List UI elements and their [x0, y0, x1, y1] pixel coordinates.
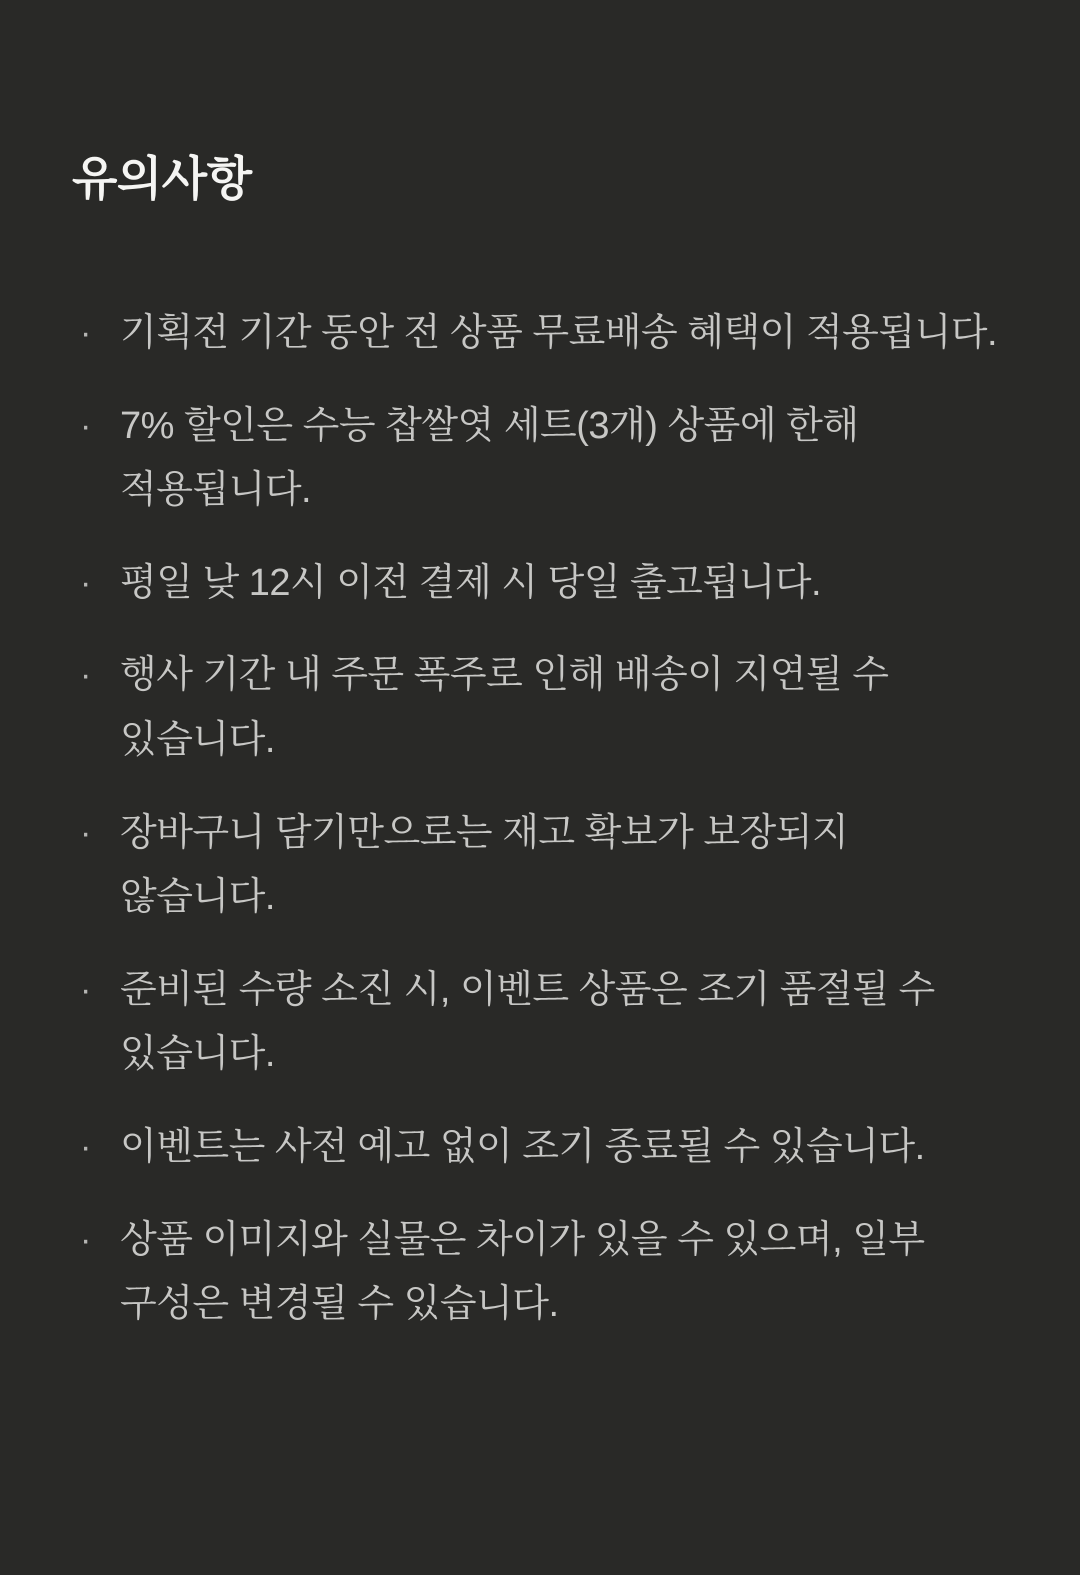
list-item: [72, 1208, 1008, 1337]
list-item: [72, 551, 1008, 616]
list-item: [72, 394, 1008, 523]
bullet-icon: ·: [80, 656, 91, 695]
notice-text: 7% 할인은 수능 찹쌀엿 세트(3개) 상품에 한해 적용됩니다.: [120, 404, 859, 512]
notice-text: 준비된 수량 소진 시, 이벤트 상품은 조기 품절될 수 있습니다.: [120, 968, 935, 1076]
page-title: 유의사항: [72, 152, 252, 205]
bullet-icon: ·: [80, 406, 91, 445]
notice-list: [72, 301, 1008, 1337]
list-item: [72, 801, 1008, 930]
bullet-icon: ·: [80, 314, 91, 353]
notice-text: 평일 낮 12시 이전 결제 시 당일 출고됩니다.: [120, 561, 822, 604]
list-item: [72, 301, 1008, 366]
list-item: [72, 643, 1008, 772]
bullet-icon: ·: [80, 1220, 91, 1259]
notice-text: 상품 이미지와 실물은 차이가 있을 수 있으며, 일부 구성은 변경될 수 있습니다.: [120, 1218, 925, 1326]
list-item: [72, 1115, 1008, 1180]
list-item: [72, 958, 1008, 1087]
notice-text: 기획전 기간 동안 전 상품 무료배송 혜택이 적용됩니다.: [120, 312, 998, 355]
bullet-icon: ·: [80, 970, 91, 1009]
notice-text: 행사 기간 내 주문 폭주로 인해 배송이 지연될 수 있습니다.: [120, 654, 889, 762]
bullet-icon: ·: [80, 813, 91, 852]
notice-text: 장바구니 담기만으로는 재고 확보가 보장되지 않습니다.: [120, 811, 849, 919]
bullet-icon: ·: [80, 563, 91, 602]
notice-text: 이벤트는 사전 예고 없이 조기 종료될 수 있습니다.: [120, 1126, 925, 1169]
bullet-icon: ·: [80, 1128, 91, 1167]
